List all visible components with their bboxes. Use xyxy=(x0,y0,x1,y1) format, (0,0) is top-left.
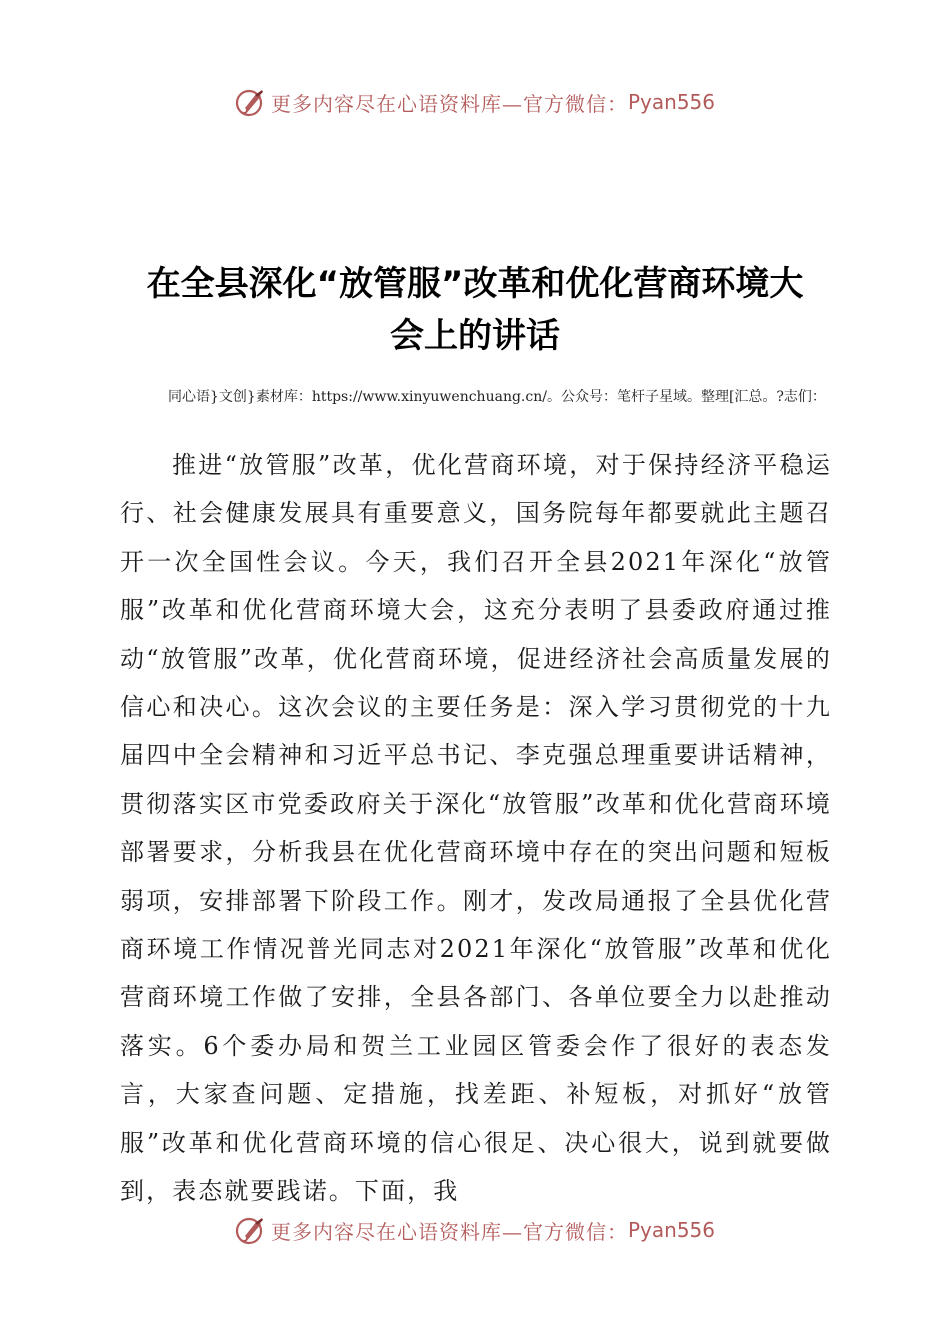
banner-wechat-id: Pyan556 xyxy=(627,1218,715,1242)
document-title xyxy=(110,258,840,362)
banner-wechat-id: Pyan556 xyxy=(627,90,715,114)
pen-nib-logo-icon xyxy=(235,87,265,117)
title-line-2: 会上的讲话 xyxy=(390,316,560,356)
banner-text: 更多内容尽在心语资料库—官方微信： xyxy=(270,1219,628,1244)
title-line-1: 在全县深化“放管服”改革和优化营商环境大 xyxy=(146,264,804,304)
header-banner xyxy=(0,80,950,124)
body-paragraph: 推进“放管服”改革，优化营商环境，对于保持经济平稳运行、社会健康发展具有重要意义，国务院每年都要就此主题召开一次全国性会议。今天，我们召开全县2021年深化“放管服”改革和优化营商环境大会，这充分表明了县委政府通过推动“放管服”改革，优化营商环境，促进经济社会高质量发展的信心和决心。这次会议的主要任务是：深入学习贯彻党的十九届四中全会精神和习近平总书记、李克强总理重要讲话精神，贯彻落实区市党委政府关于深化“放管服”改革和优化营商环境部署要求，分析我县在优化营商环境中存在的突出问题和短板弱项，安排部署下阶段工作。刚才，发改局通报了全县优化营商环境工作情况普光同志对2021年深化“放管服”改革和优化营商环境工作做了安排，全县各部门、各单位要全力以赴推动落实。6个委办局和贺兰工业园区管委会作了很好的表态发言，大家查问题、定措施，找差距、补短板，对抓好“放管服”改革和优化营商环境的信心很足、决心很大，说到就要做到，表态就要践诺。下面，我 xyxy=(120,451,832,1206)
pen-nib-logo-icon xyxy=(235,1215,265,1245)
footer-banner xyxy=(0,1208,950,1252)
banner-text: 更多内容尽在心语资料库—官方微信： xyxy=(270,91,628,116)
source-note: 同心语}文创}素材库：https://www.xinyuwenchuang.cn/。公众号：笔杆子星域。整理[汇总。?志们： xyxy=(168,389,826,405)
